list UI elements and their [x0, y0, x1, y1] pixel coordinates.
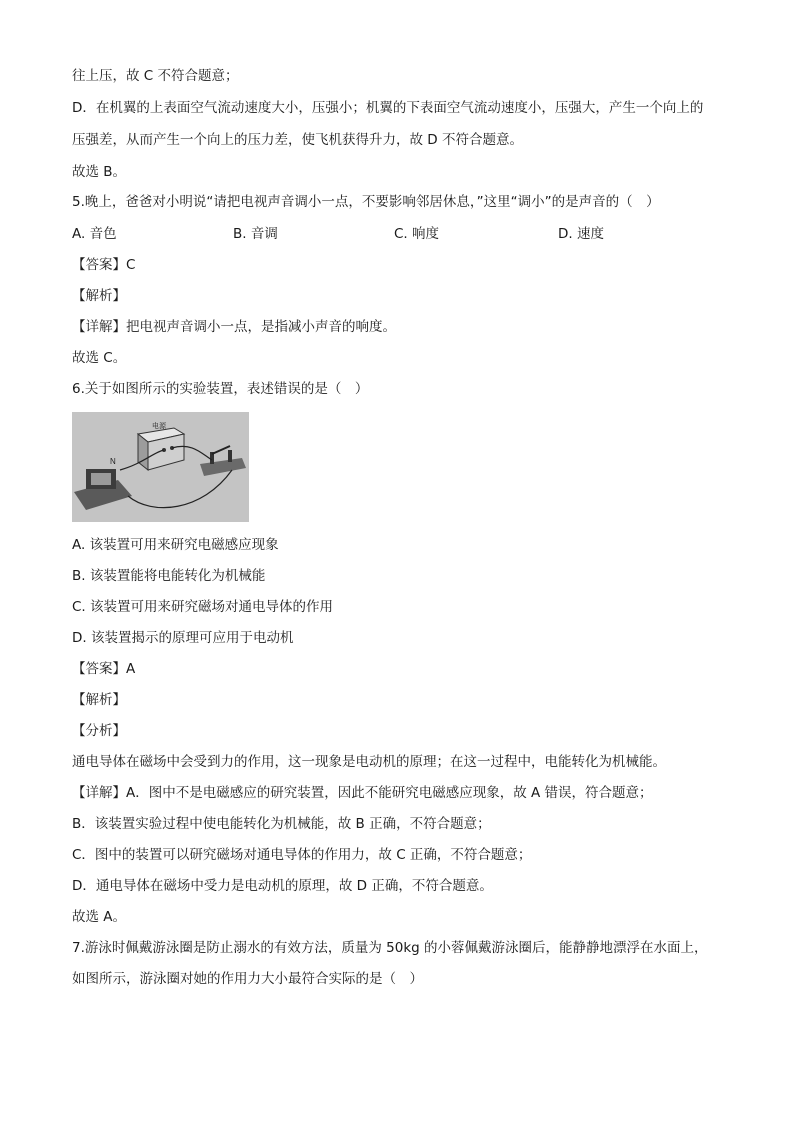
q6-choice: 故选 A。 — [72, 909, 127, 925]
question-5: 5.晚上，爸爸对小明说“请把电视声音调小一点，不要影响邻居休息，”这里“调小”的是声音的（ ） — [72, 194, 660, 210]
q6-detail-a: 【详解】A．图中不是电磁感应的研究装置，因此不能研究电磁感应现象，故 A 错误，符合题意； — [72, 785, 653, 801]
q5-detail: 【详解】把电视声音调小一点，是指减小声音的响度。 — [72, 319, 396, 335]
n-pole-label: N — [110, 457, 116, 466]
question-7-line-2: 如图所示，游泳圈对她的作用力大小最符合实际的是（ ） — [72, 971, 423, 987]
q6-option-d: D. 该装置揭示的原理可应用于电动机 — [72, 630, 294, 646]
q5-option-c: C. 响度 — [394, 226, 440, 242]
q6-fenxi-heading: 【分析】 — [72, 723, 126, 739]
q6-detail-c: C．图中的装置可以研究磁场对通电导体的作用力，故 C 正确，不符合题意； — [72, 847, 532, 863]
q5-options — [72, 224, 672, 244]
q6-analysis-heading: 【解析】 — [72, 692, 126, 708]
q6-detail-d: D．通电导体在磁场中受力是电动机的原理，故 D 正确，不符合题意。 — [72, 878, 493, 894]
text-line: 往上压，故 C 不符合题意； — [72, 68, 239, 84]
q5-option-b: B. 音调 — [233, 226, 278, 242]
q6-option-c: C. 该装置可用来研究磁场对通电导体的作用 — [72, 599, 334, 615]
text-line: 故选 B。 — [72, 164, 127, 180]
experiment-figure — [72, 412, 249, 522]
text-line: D．在机翼的上表面空气流动速度大小，压强小；机翼的下表面空气流动速度小，压强大，产生一个向上的 — [72, 100, 704, 116]
q6-detail-b: B．该装置实验过程中使电能转化为机械能，故 B 正确，不符合题意； — [72, 816, 491, 832]
q6-option-a: A. 该装置可用来研究电磁感应现象 — [72, 537, 279, 553]
q5-option-d: D. 速度 — [558, 226, 604, 242]
q5-option-a: A. 音色 — [72, 226, 117, 242]
power-supply-label: 电源 — [152, 423, 166, 430]
question-7-line-1: 7.游泳时佩戴游泳圈是防止溺水的有效方法，质量为 50kg 的小蓉佩戴游泳圈后，能静静地漂浮在水面上， — [72, 940, 708, 956]
q5-choice: 故选 C。 — [72, 350, 127, 366]
q5-analysis-heading: 【解析】 — [72, 288, 126, 304]
q6-option-b: B. 该装置能将电能转化为机械能 — [72, 568, 266, 584]
motor-apparatus-illustration — [72, 412, 249, 522]
question-6: 6.关于如图所示的实验装置，表述错误的是（ ） — [72, 381, 369, 397]
q6-fenxi-text: 通电导体在磁场中会受到力的作用，这一现象是电动机的原理；在这一过程中，电能转化为机械能。 — [72, 754, 666, 770]
q6-answer: 【答案】A — [72, 661, 136, 677]
q5-answer: 【答案】C — [72, 257, 136, 273]
text-line: 压强差，从而产生一个向上的压力差，使飞机获得升力，故 D 不符合题意。 — [72, 132, 523, 148]
